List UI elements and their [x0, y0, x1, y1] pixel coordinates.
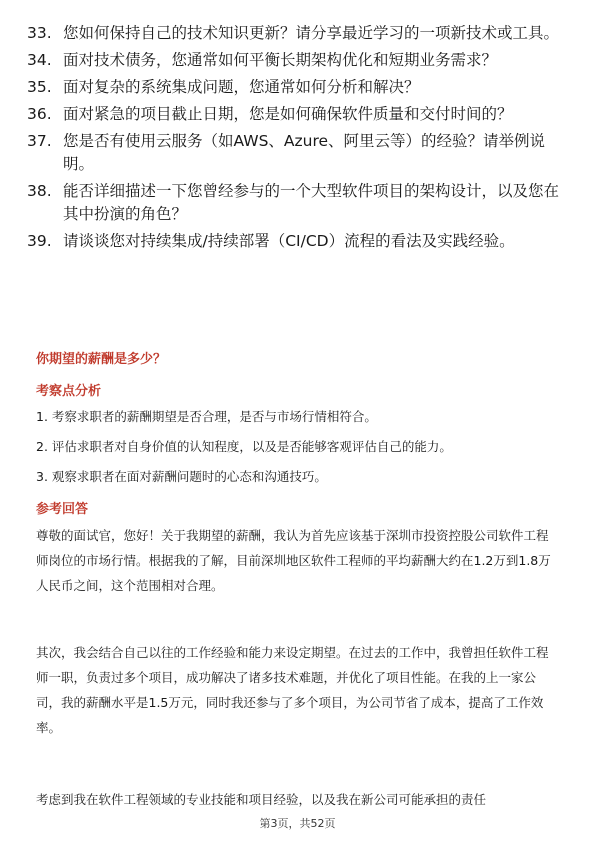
question-text: 您如何保持自己的技术知识更新？请分享最近学习的一项新技术或工具。: [63, 24, 560, 42]
question-text: 面对紧急的项目截止日期，您是如何确保软件质量和交付时间的？: [63, 105, 513, 123]
question-number: 33.: [27, 24, 52, 42]
question-text: 您是否有使用云服务（如AWS、Azure、阿里云等）的经验？请举例说明。: [63, 132, 546, 173]
question-text: 面对复杂的系统集成问题，您通常如何分析和解决？: [63, 78, 420, 96]
question-number: 35.: [27, 78, 52, 96]
question-number: 39.: [27, 232, 52, 250]
question-text: 能否详细描述一下您曾经参与的一个大型软件项目的架构设计，以及您在其中扮演的角色？: [63, 182, 560, 223]
question-item: [27, 103, 567, 126]
analysis-point: 1. 考察求职者的薪酬期望是否合理，是否与市场行情相符合。: [36, 409, 377, 424]
question-item: [27, 76, 567, 99]
analysis-point: 2. 评估求职者对自身价值的认知程度，以及是否能够客观评估自己的能力。: [36, 439, 452, 454]
analysis-point: 3. 观察求职者在面对薪酬问题时的心态和沟通技巧。: [36, 469, 327, 484]
analysis-list: [36, 408, 556, 498]
question-number: 36.: [27, 105, 52, 123]
question-item: [27, 230, 567, 253]
question-number: 34.: [27, 51, 52, 69]
question-item: [27, 130, 567, 176]
answer-paragraph: 尊敬的面试官，您好！关于我期望的薪酬，我认为首先应该基于深圳市投资控股公司软件工程师岗位的市场行情。根据我的了解，目前深圳地区软件工程师的平均薪酬大约在1.2万到1.8万人民币之间，这个范围相对合理。: [36, 528, 551, 593]
answer-paragraph: 考虑到我在软件工程领域的专业技能和项目经验，以及我在新公司可能承担的责任: [36, 792, 487, 807]
section-question-heading: 你期望的薪酬是多少？: [36, 352, 167, 367]
answer-paragraph: 其次，我会结合自己以往的工作经验和能力来设定期望。在过去的工作中，我曾担任软件工程师一职，负责过多个项目，成功解决了诸多技术难题，并优化了项目性能。在我的上一家公司，我的薪酬水平是1.5万元，同时我还参与了多个项目，为公司节省了成本，提高了工作效率。: [36, 645, 549, 735]
page-footer: 第3页，共52页: [259, 817, 336, 830]
question-item: [27, 49, 567, 72]
question-number: 37.: [27, 132, 52, 150]
question-item: [27, 22, 567, 45]
question-number: 38.: [27, 182, 52, 200]
question-list: [27, 22, 567, 257]
question-item: [27, 180, 567, 226]
analysis-heading: 考察点分析: [36, 384, 102, 399]
question-text: 面对技术债务，您通常如何平衡长期架构优化和短期业务需求？: [63, 51, 498, 69]
question-text: 请谈谈您对持续集成/持续部署（CI/CD）流程的看法及实践经验。: [63, 232, 515, 250]
answer-heading: 参考回答: [36, 502, 89, 517]
